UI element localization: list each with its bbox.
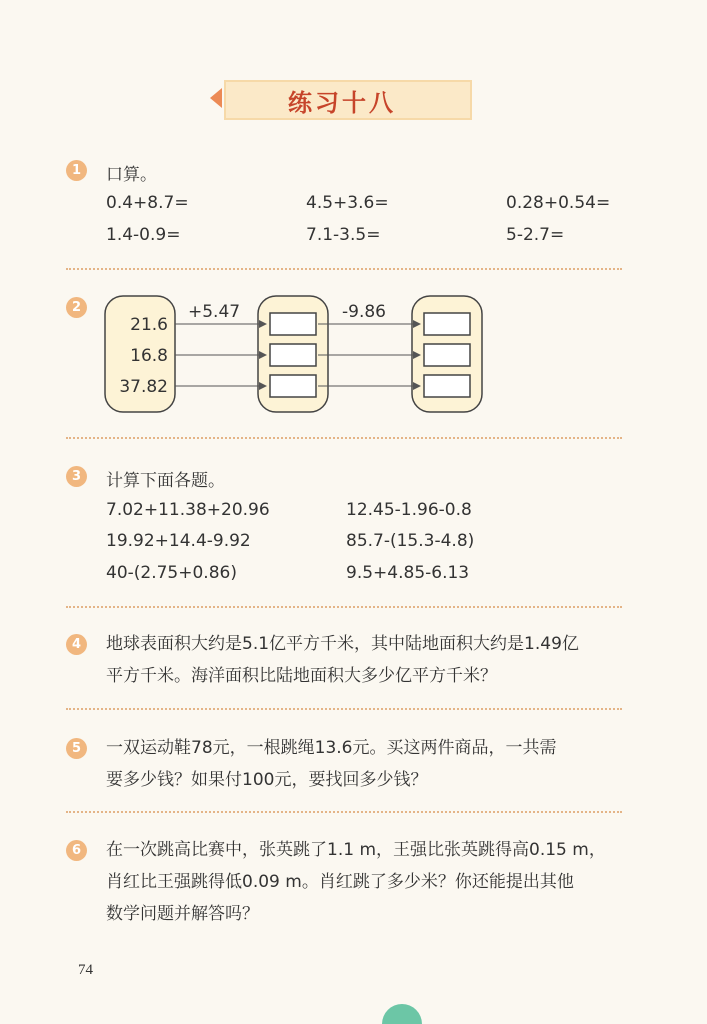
- q1-item: 0.28+0.54=: [506, 193, 611, 213]
- q4-line: 地球表面积大约是5.1亿平方千米，其中陆地面积大约是1.49亿: [106, 634, 579, 654]
- q1-item: 1.4-0.9=: [106, 225, 181, 245]
- answer-box: [424, 375, 470, 397]
- page-number: 74: [78, 962, 93, 978]
- input-value: 16.8: [130, 346, 168, 366]
- q5-text: [106, 732, 626, 796]
- q3-item: 7.02+11.38+20.96: [106, 500, 270, 520]
- section-divider: [66, 811, 622, 813]
- input-value: 21.6: [130, 315, 168, 335]
- q3-item: 12.45-1.96-0.8: [346, 500, 472, 520]
- operation-label: -9.86: [342, 302, 386, 322]
- question-number-4: 4: [66, 634, 87, 655]
- answer-box: [424, 313, 470, 335]
- decorative-arc: [382, 1004, 422, 1024]
- answer-box: [424, 344, 470, 366]
- operation-label: +5.47: [188, 302, 241, 322]
- answer-box: [270, 313, 316, 335]
- question-number-2: 2: [66, 297, 87, 318]
- q1-item: 0.4+8.7=: [106, 193, 189, 213]
- q4-line: 平方千米。海洋面积比陆地面积大多少亿平方千米？: [106, 666, 497, 686]
- q3-item: 40-(2.75+0.86): [106, 563, 237, 583]
- q6-line: 数学问题并解答吗？: [106, 904, 259, 924]
- q5-line: 要多少钱？如果付100元，要找回多少钱？: [106, 770, 428, 790]
- page-title: 练习十八: [288, 87, 396, 117]
- q6-text: [106, 834, 626, 930]
- q5-line: 一双运动鞋78元，一根跳绳13.6元。买这两件商品，一共需: [106, 738, 557, 758]
- q3-item: 85.7-(15.3-4.8): [346, 531, 475, 551]
- answer-box: [270, 375, 316, 397]
- section-divider: [66, 708, 622, 710]
- q4-text: [106, 628, 626, 692]
- calculation-flow-diagram: [100, 290, 500, 420]
- input-value: 37.82: [119, 377, 168, 397]
- answer-box: [270, 344, 316, 366]
- q6-line: 在一次跳高比赛中，张英跳了1.1 m，王强比张英跳得高0.15 m，: [106, 840, 606, 860]
- q3-item: 9.5+4.85-6.13: [346, 563, 470, 583]
- question-number-6: 6: [66, 840, 87, 861]
- q1-item: 7.1-3.5=: [306, 225, 381, 245]
- section-divider: [66, 606, 622, 608]
- title-banner: [210, 78, 474, 122]
- q1-item: 5-2.7=: [506, 225, 565, 245]
- question-number-5: 5: [66, 738, 87, 759]
- question-number-3: 3: [66, 466, 87, 487]
- q1-prompt: 口算。: [106, 165, 157, 185]
- q3-item: 19.92+14.4-9.92: [106, 531, 251, 551]
- q3-prompt: 计算下面各题。: [106, 471, 225, 491]
- section-divider: [66, 437, 622, 439]
- q6-line: 肖红比王强跳得低0.09 m。肖红跳了多少米？你还能提出其他: [106, 872, 574, 892]
- section-divider: [66, 268, 622, 270]
- q1-item: 4.5+3.6=: [306, 193, 389, 213]
- question-number-1: 1: [66, 160, 87, 181]
